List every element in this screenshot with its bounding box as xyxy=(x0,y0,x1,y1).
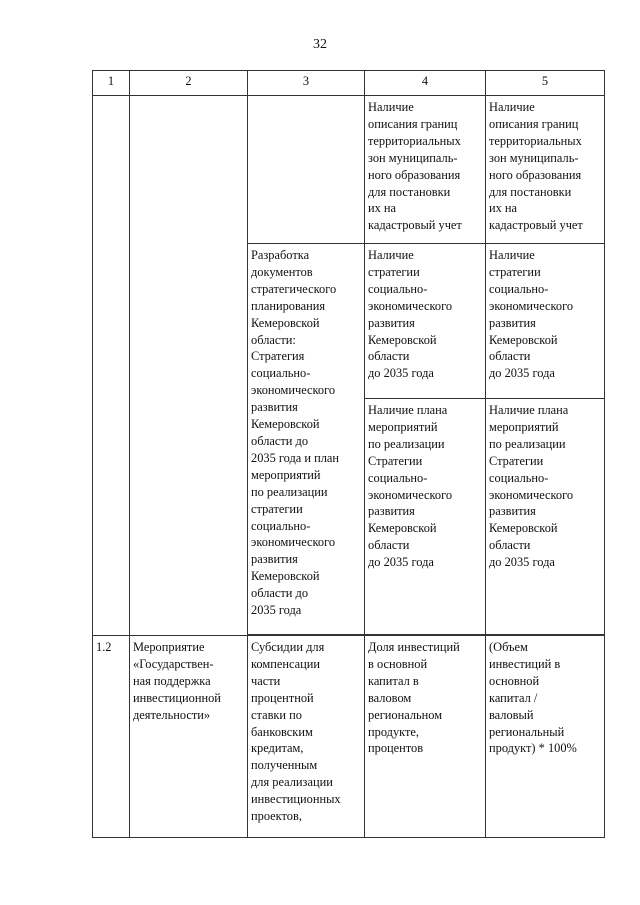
cell-text: 1.2 xyxy=(96,640,112,654)
cell-text: Мероприятие «Государствен- ная поддержка инвестиционной деятельности» xyxy=(133,640,221,722)
table-row xyxy=(93,636,605,838)
cell-text: Наличие описания границ территориальных зон муниципаль- ного образования для постановки их на кадастровый учет xyxy=(489,100,583,233)
table-cell-empty xyxy=(130,96,248,636)
table-row xyxy=(93,96,605,244)
cell-text: Разработка документов стратегического планирования Кемеровской области: Стратегия социально- экономического развития Кемеровской области до 2035 года и план мероприятий по реализации стратегии социально- экономического развития Кемеровской области до 2035 года xyxy=(251,248,340,618)
indicator-table xyxy=(92,70,605,838)
table-cell-activity xyxy=(248,636,365,838)
table-cell-indicator xyxy=(365,636,486,838)
header-cell-2: 2 xyxy=(130,71,248,96)
table-cell-empty xyxy=(248,96,365,244)
header-cell-4: 4 xyxy=(365,71,486,96)
cell-text: Доля инвестиций в основной капитал в валовом региональном продукте, процентов xyxy=(368,640,460,756)
table-cell-number xyxy=(93,636,130,838)
cell-text: Субсидии для компенсации части процентной ставки по банковским кредитам, полученным для реализации инвестиционных проектов, xyxy=(251,640,341,824)
header-cell-3: 3 xyxy=(248,71,365,96)
table-cell-indicator xyxy=(365,244,486,399)
cell-text: Наличие стратегии социально- экономического развития Кемеровской области до 2035 года xyxy=(489,248,574,381)
table-cell-measure xyxy=(130,636,248,838)
cell-text: (Объем инвестиций в основной капитал / валовый региональный продукт) * 100% xyxy=(489,640,577,756)
table-cell-formula xyxy=(486,399,605,635)
cell-text: Наличие плана мероприятий по реализации Стратегии социально- экономического развития Кемеровской области до 2035 года xyxy=(489,403,574,570)
table-cell-activity xyxy=(248,244,365,635)
page-number: 32 xyxy=(313,37,327,52)
header-cell-5: 5 xyxy=(486,71,605,96)
table-header-row xyxy=(93,71,605,96)
table-cell-indicator xyxy=(365,96,486,244)
table-cell-empty xyxy=(93,96,130,636)
header-cell-1: 1 xyxy=(93,71,130,96)
cell-text: Наличие плана мероприятий по реализации Стратегии социально- экономического развития Кемеровской области до 2035 года xyxy=(368,403,453,570)
cell-text: Наличие стратегии социально- экономического развития Кемеровской области до 2035 года xyxy=(368,248,453,381)
cell-text: Наличие описания границ территориальных зон муниципаль- ного образования для постановки их на кадастровый учет xyxy=(368,100,462,233)
table-cell-formula xyxy=(486,636,605,838)
table-cell-formula xyxy=(486,96,605,244)
table-cell-formula xyxy=(486,244,605,399)
table-cell-indicator xyxy=(365,399,486,635)
